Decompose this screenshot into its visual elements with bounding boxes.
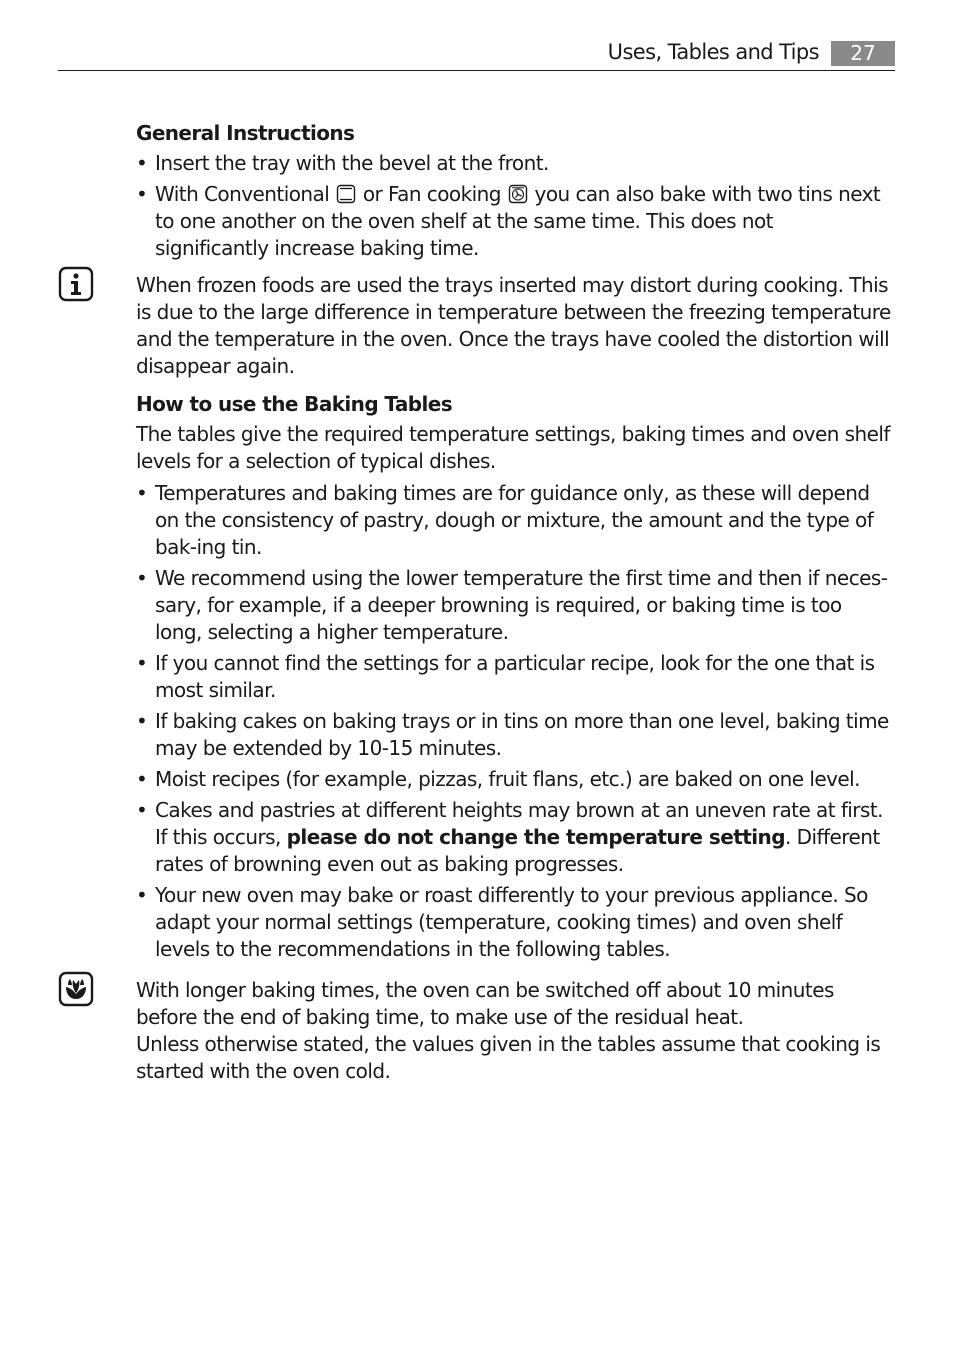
page-number: 27 <box>831 41 895 66</box>
info-icon <box>58 266 94 302</box>
list-item: • With Conventional or Fan cooking you can also bake with two tins next to one another on the oven shelf at the same time. This does not significantly increase baking time. <box>136 181 892 262</box>
info-note-text: When frozen foods are used the trays inserted may distort during cooking. This is due to the large difference in temperature between the freezing temperature and the temperature in the oven. Once the trays have cooled the distortion will disappear again. <box>136 273 891 378</box>
baking-tables-list <box>136 480 892 963</box>
environment-tip-icon <box>58 971 94 1007</box>
conventional-heat-icon <box>336 184 356 204</box>
eco-note <box>136 977 892 1085</box>
emphasis-text: please do not change the temperature setting <box>286 825 786 849</box>
page-header <box>58 38 895 71</box>
list-item: • If you cannot find the settings for a particular recipe, look for the one that is most similar. <box>136 650 892 704</box>
eco-note-line-1: With longer baking times, the oven can be switched off about 10 minutes before the end of baking time, to make use of the residual heat. <box>136 978 834 1029</box>
list-item: • We recommend using the lower temperature the first time and then if neces-sary, for example, if a deeper browning is required, or baking time is too long, selecting a higher temperature. <box>136 565 892 646</box>
list-item: • If baking cakes on baking trays or in tins on more than one level, baking time may be extended by 10-15 minutes. <box>136 708 892 762</box>
info-note <box>136 272 892 380</box>
header-title: Uses, Tables and Tips <box>607 40 819 64</box>
general-instructions-heading: General Instructions <box>136 121 355 145</box>
baking-tables-intro: The tables give the required temperature settings, baking times and oven shelf levels for a selection of typical dishes. <box>136 422 890 473</box>
general-instructions-list <box>136 150 892 262</box>
baking-tables-heading: How to use the Baking Tables <box>136 392 452 416</box>
list-item: • Cakes and pastries at different heights may brown at an uneven rate at first. If this occurs, please do not change the temperature setting. Different rates of browning even out as baking progresses. <box>136 797 892 878</box>
list-item: • Insert the tray with the bevel at the front. <box>136 150 892 177</box>
eco-note-line-2: Unless otherwise stated, the values given in the tables assume that cooking is started with the oven cold. <box>136 1032 881 1083</box>
fan-cooking-icon <box>508 184 528 204</box>
page-content <box>136 120 892 1091</box>
list-item: • Your new oven may bake or roast differently to your previous appliance. So adapt your normal settings (temperature, cooking times) and oven shelf levels to the recommendations in the following tables. <box>136 882 892 963</box>
list-item: • Temperatures and baking times are for guidance only, as these will depend on the consistency of pastry, dough or mixture, the amount and the type of bak-ing tin. <box>136 480 892 561</box>
list-item: • Moist recipes (for example, pizzas, fruit flans, etc.) are baked on one level. <box>136 766 892 793</box>
